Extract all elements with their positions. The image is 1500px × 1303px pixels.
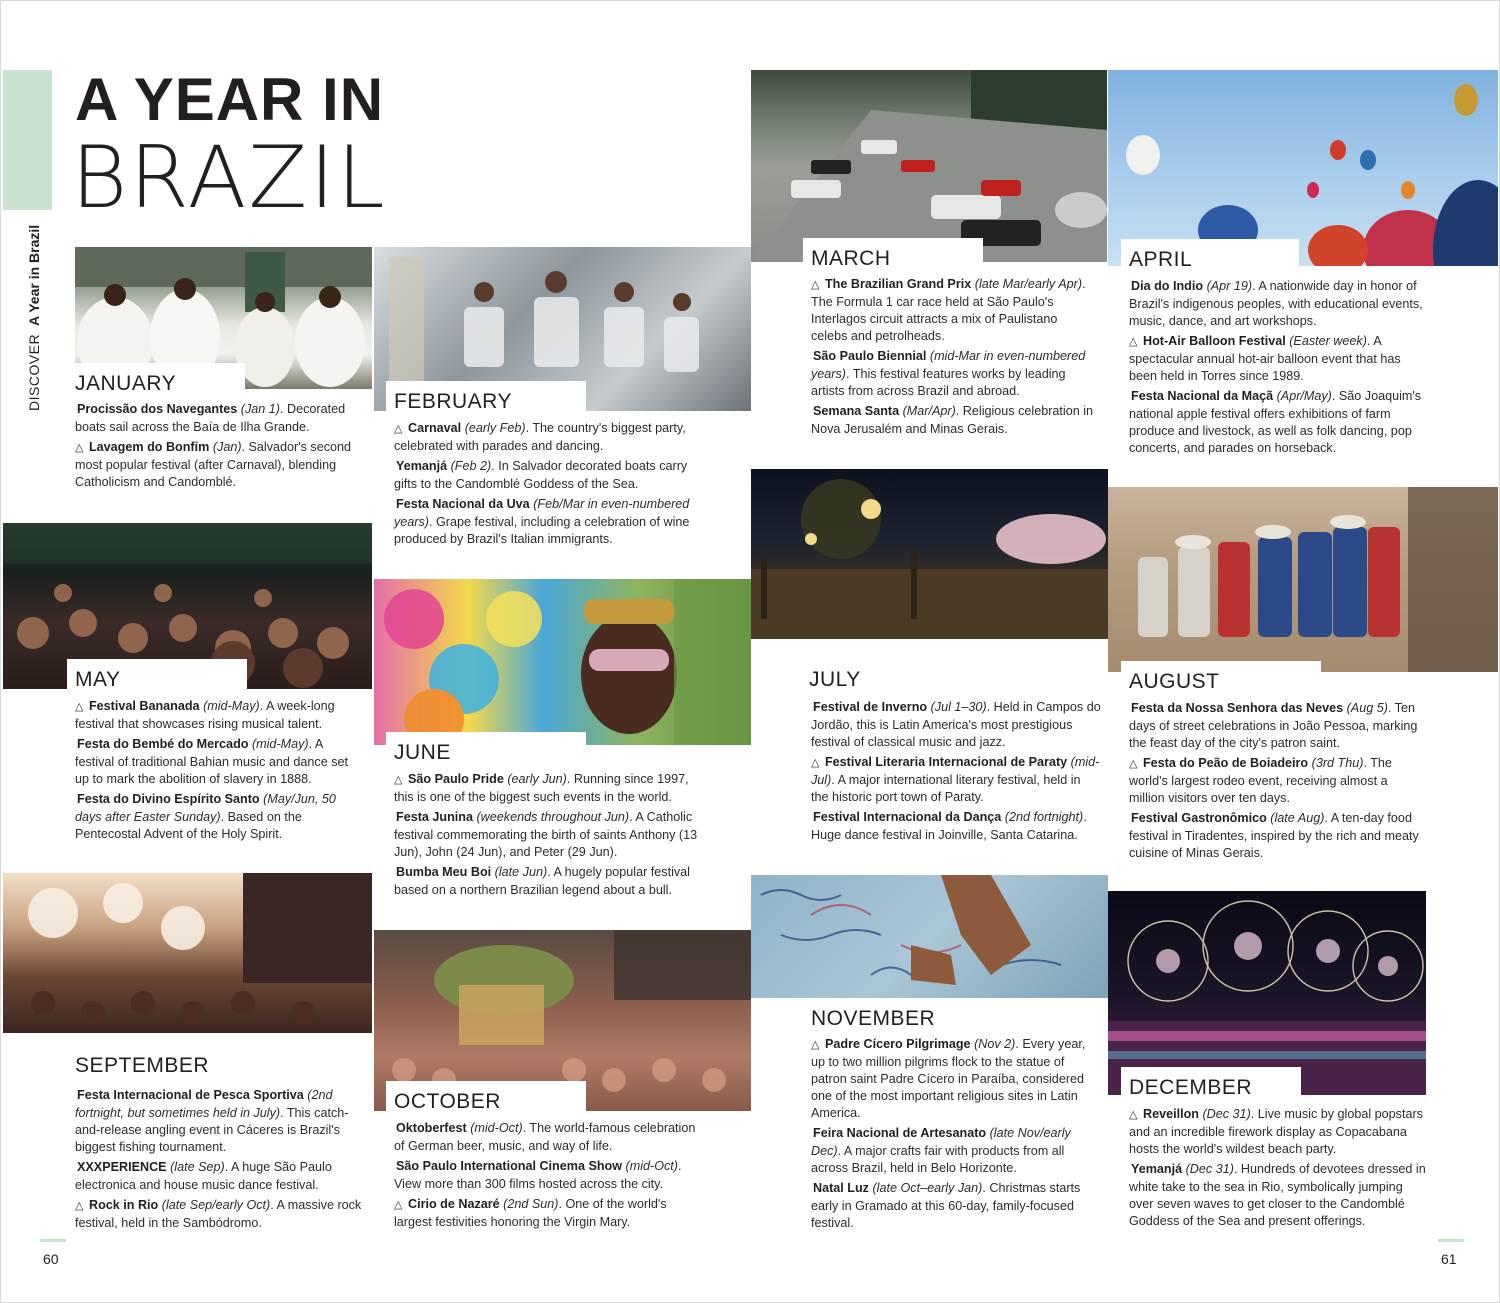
event-entry: △ Hot-Air Balloon Festival (Easter week). A spectacular annual hot-air balloon event that has been held in Torres since 1989. [1129,334,1401,383]
page-number-rule [1438,1239,1464,1242]
event-entry: Festa Nacional da Maçã (Apr/May). São Joaquim's national apple festival offers exhibitions of farm produce and livestock, as well as folk dancing, pop concerts, and parades on horseback. [1129,389,1422,455]
month-december [1121,1067,1301,1107]
photo-august [1108,487,1498,672]
event-entry: △ The Brazilian Grand Prix (late Mar/early Apr). The Formula 1 car race held at São Paulo's Interlagos circuit attracts a mix of Paulistano celebs and petrolheads. [811,277,1086,343]
month-march-body [811,276,1096,441]
event-entry: Semana Santa (Mar/Apr). Religious celebration in Nova Jerusalém and Minas Gerais. [811,404,1094,436]
month-august-body [1129,700,1424,865]
event-entry: △ Reveillon (Dec 31). Live music by global popstars and an incredible firework display as Copacabana hosts the world's wildest beach party. [1129,1107,1423,1156]
month-september [67,1033,245,1085]
subsection-label: A Year in Brazil [26,224,42,326]
event-entry: Festival de Inverno (Jul 1–30). Held in Campos do Jordão, this is Latin America's most prestigious festival of classical music and jazz. [811,700,1101,749]
month-title: DECEMBER [1129,1076,1253,1099]
month-may [67,659,247,699]
page-title-line1: A YEAR IN [75,66,385,133]
month-october-body [394,1120,699,1234]
event-entry: Natal Luz (late Oct–early Jan). Christmas starts early in Gramado at this 60-day, family-focused festival. [811,1181,1081,1230]
photo-september [3,873,372,1033]
event-entry: △ Lavagem do Bonfim (Jan). Salvador's second most popular festival (after Carnaval), blending Catholicism and Candomblé. [75,440,352,489]
event-entry: △ Festival Bananada (mid-May). A week-long festival that showcases rising musical talent. [75,699,335,731]
event-entry: XXXPERIENCE (late Sep). A huge São Paulo electronica and house music dance festival. [75,1160,332,1192]
month-december-body [1129,1106,1429,1233]
section-label: DISCOVER [26,333,42,411]
month-april [1121,239,1299,279]
month-november-body [811,1036,1096,1235]
month-march [803,238,983,278]
event-entry: Festival Internacional da Dança (2nd fortnight). Huge dance festival in Joinville, Santa Catarina. [811,810,1087,842]
event-entry: △ Cirio de Nazaré (2nd Sun). One of the world's largest festivities honoring the Virgin Mary. [394,1197,667,1229]
month-title: MAY [75,668,121,691]
month-title: FEBRUARY [394,390,512,413]
month-august [1121,661,1321,701]
month-june [386,732,586,772]
event-entry: Feira Nacional de Artesanato (late Nov/early Dec). A major crafts fair with products from all across Brazil, held in Belo Horizonte. [811,1126,1071,1175]
event-entry: Festa Junina (weekends throughout Jun). A Catholic festival commemorating the birth of saints Anthony (13 Jun), John (24 Jun), and Peter (29 Jun). [394,810,698,859]
month-title: OCTOBER [394,1090,501,1113]
month-april-body [1129,278,1424,460]
event-entry: △ Carnaval (early Feb). The country's biggest party, celebrated with parades and dancing. [394,421,686,453]
event-entry: Festa Nacional da Uva (Feb/Mar in even-numbered years). Grape festival, including a celebration of wine produced by Brazil's Italian immigrants. [394,497,690,546]
event-entry: △ Rock in Rio (late Sep/early Oct). A massive rock festival, held in the Sambódromo. [75,1198,362,1230]
event-entry: Festa Internacional de Pesca Sportiva (2nd fortnight, but sometimes held in July). This catch-and-release angling event in Cáceres is Brazil's biggest fishing tournament. [75,1088,349,1154]
month-october [386,1081,586,1121]
month-may-body [75,698,360,846]
month-title: MARCH [811,247,891,270]
photo-april [1108,70,1498,266]
month-january [67,363,245,403]
month-title: AUGUST [1129,670,1220,693]
event-entry: △ Padre Cícero Pilgrimage (Nov 2). Every year, up to two million pilgrims flock to the statue of patron saint Padre Cícero in Paraíba, considered one of the most important religious sites in Latin America. [811,1037,1086,1120]
event-entry: Festa da Nossa Senhora das Neves (Aug 5). Ten days of street celebrations in João Pessoa, marking the feast day of the city's patron saint. [1129,701,1418,750]
photo-march [751,70,1107,262]
photo-december [1108,891,1426,1095]
accent-bar [3,70,52,210]
event-entry: △ Festa do Peão de Boiadeiro (3rd Thu). The world's largest rodeo event, receiving almost a million visitors over ten days. [1129,756,1392,805]
month-january-body [75,401,365,494]
event-entry: Oktoberfest (mid-Oct). The world-famous celebration of German beer, music, and way of life. [394,1121,696,1153]
month-september-body [75,1087,365,1235]
page-title-line2: BRAZIL [71,128,387,228]
month-title: JULY [809,668,861,691]
event-entry: Festa do Bembé do Mercado (mid-May). A festival of traditional Bahian music and dance set up to mark the abolition of slavery in 1888. [75,737,349,786]
event-entry: Yemanjá (Dec 31). Hundreds of devotees dressed in white take to the sea in Rio, symbolically jumping over seven waves to get closer to the Candomblé Goddess of the Sea and present offerings. [1129,1162,1426,1228]
event-entry: Festival Gastronômico (late Aug). A ten-day food festival in Tiradentes, inspired by the rich and meaty cuisine of Minas Gerais. [1129,811,1419,860]
month-february [386,381,586,421]
event-entry: Festa do Divino Espírito Santo (May/Jun, 50 days after Easter Sunday). Based on the Pentecostal Advent of the Holy Spirit. [75,792,336,841]
month-title: JUNE [394,741,451,764]
event-entry: Procissão dos Navegantes (Jan 1). Decorated boats sail across the Baía de Ilha Grande. [75,402,346,434]
photo-november [751,875,1108,998]
photo-june [374,579,751,745]
photo-july [751,469,1108,639]
event-entry: △ Festival Literaria Internacional de Paraty (mid-Jul). A major international literary festival, held in the historic port town of Paraty. [811,755,1100,804]
month-february-body [394,420,699,551]
month-title: APRIL [1129,248,1193,271]
section-side-label [26,225,42,411]
month-july-body [811,699,1101,847]
event-entry: São Paulo International Cinema Show (mid-Oct). View more than 300 films hosted across the city. [394,1159,682,1191]
event-entry: Yemanjá (Feb 2). In Salvador decorated boats carry gifts to the Candomblé Goddess of the Sea. [394,459,688,491]
page-number-rule [40,1239,66,1242]
event-entry: △ São Paulo Pride (early Jun). Running since 1997, this is one of the biggest such events in the world. [394,772,689,804]
month-june-body [394,771,699,902]
month-title: SEPTEMBER [75,1054,210,1077]
month-july [803,641,979,699]
event-entry: São Paulo Biennial (mid-Mar in even-numbered years). This festival features works by leading artists from across Brazil and abroad. [811,349,1086,398]
month-title: NOVEMBER [811,1007,936,1030]
event-entry: Bumba Meu Boi (late Jun). A hugely popular festival based on a northern Brazilian legend about a bull. [394,865,690,897]
page-number-right: 61 [1441,1251,1457,1267]
month-november [803,998,983,1038]
month-title: JANUARY [75,372,177,395]
page-number-left: 60 [43,1251,59,1267]
event-entry: Dia do Indio (Apr 19). A nationwide day in honor of Brazil's indigenous peoples, with educational events, music, dance, and art workshops. [1129,279,1423,328]
